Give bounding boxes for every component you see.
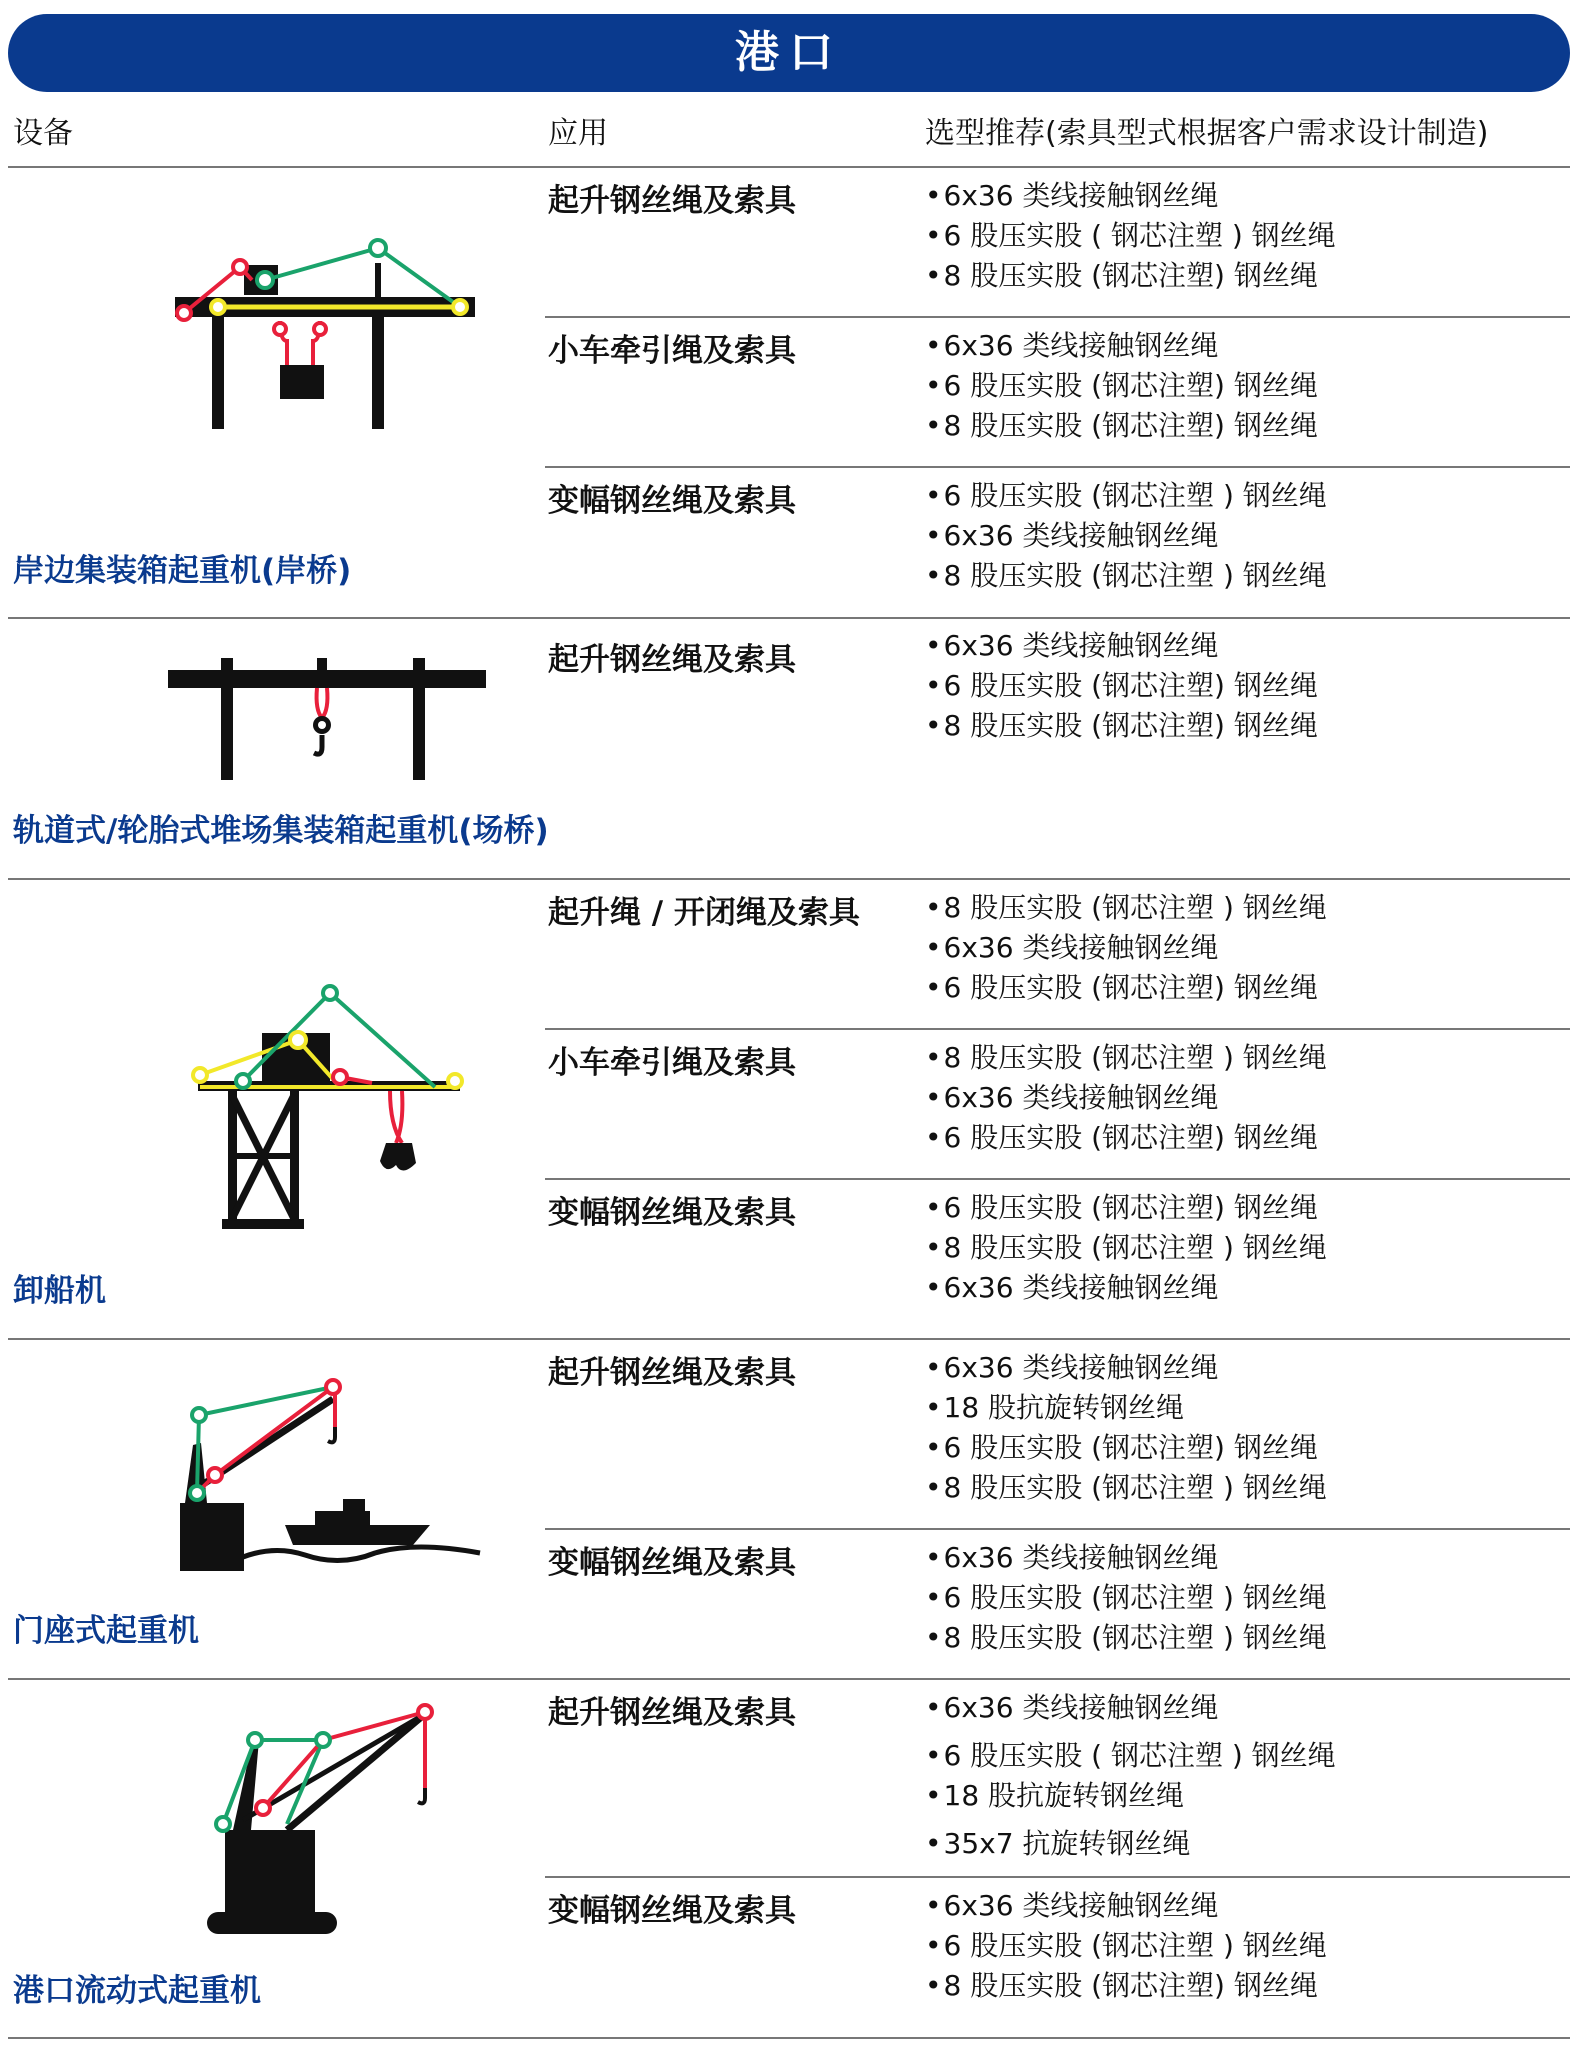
list-item: • 8 股压实股 (钢芯注塑 ) 钢丝绳 — [925, 1618, 1327, 1658]
group-divider — [545, 466, 1570, 468]
list-item: • 18 股抗旋转钢丝绳 — [925, 1776, 1336, 1816]
list-item: • 8 股压实股 (钢芯注塑) 钢丝绳 — [925, 256, 1336, 296]
list-item: • 6x36 类线接触钢丝绳 — [925, 1268, 1327, 1308]
recommendation-list — [925, 1688, 1336, 1864]
header-application: 应用 — [548, 116, 608, 151]
application-label: 小车牵引绳及索具 — [548, 1045, 796, 1081]
list-item: • 6x36 类线接触钢丝绳 — [925, 1688, 1336, 1728]
quay-crane-icon — [170, 225, 480, 435]
list-item: • 8 股压实股 (钢芯注塑 ) 钢丝绳 — [925, 1038, 1327, 1078]
list-item: • 6x36 类线接触钢丝绳 — [925, 626, 1318, 666]
recommendation-list — [925, 888, 1327, 1008]
list-item: • 6 股压实股 (钢芯注塑) 钢丝绳 — [925, 1188, 1327, 1228]
application-label: 起升钢丝绳及索具 — [548, 1355, 796, 1391]
page-title: 港口 — [8, 14, 1570, 92]
list-item: • 6 股压实股 ( 钢芯注塑 ) 钢丝绳 — [925, 216, 1336, 256]
list-item: • 6 股压实股 (钢芯注塑) 钢丝绳 — [925, 1118, 1327, 1158]
list-item: • 8 股压实股 (钢芯注塑 ) 钢丝绳 — [925, 888, 1327, 928]
mobile-harbour-crane-icon — [195, 1700, 445, 1940]
header-recommendation: 选型推荐(索具型式根据客户需求设计制造) — [925, 116, 1489, 151]
equipment-label: 港口流动式起重机 — [13, 1973, 261, 2009]
list-item: • 6x36 类线接触钢丝绳 — [925, 1348, 1327, 1388]
recommendation-list — [925, 1188, 1327, 1308]
group-divider — [545, 1876, 1570, 1878]
header-equipment: 设备 — [13, 116, 73, 151]
list-item: • 8 股压实股 (钢芯注塑) 钢丝绳 — [925, 406, 1318, 446]
application-label: 起升钢丝绳及索具 — [548, 1695, 796, 1731]
recommendation-list — [925, 1886, 1327, 2006]
list-item: • 6 股压实股 (钢芯注塑 ) 钢丝绳 — [925, 1578, 1327, 1618]
recommendation-list — [925, 476, 1327, 596]
section-divider — [8, 2037, 1570, 2039]
section-divider — [8, 1338, 1570, 1340]
list-item: • 6 股压实股 (钢芯注塑 ) 钢丝绳 — [925, 476, 1327, 516]
list-item: • 6x36 类线接触钢丝绳 — [925, 928, 1327, 968]
list-item: • 8 股压实股 (钢芯注塑 ) 钢丝绳 — [925, 1468, 1327, 1508]
section-divider — [8, 166, 1570, 168]
list-item: • 8 股压实股 (钢芯注塑 ) 钢丝绳 — [925, 1228, 1327, 1268]
application-label: 变幅钢丝绳及索具 — [548, 1893, 796, 1929]
portal-crane-icon — [175, 1375, 485, 1575]
application-label: 起升钢丝绳及索具 — [548, 642, 796, 678]
list-item: • 8 股压实股 (钢芯注塑) 钢丝绳 — [925, 1966, 1327, 2006]
list-item: • 6 股压实股 (钢芯注塑) 钢丝绳 — [925, 366, 1318, 406]
list-item: • 6 股压实股 (钢芯注塑) 钢丝绳 — [925, 1428, 1327, 1468]
list-item: • 6 股压实股 (钢芯注塑) 钢丝绳 — [925, 666, 1318, 706]
equipment-label: 卸船机 — [13, 1273, 106, 1309]
section-divider — [8, 617, 1570, 619]
recommendation-list — [925, 176, 1336, 296]
list-item: • 6x36 类线接触钢丝绳 — [925, 176, 1336, 216]
application-label: 变幅钢丝绳及索具 — [548, 483, 796, 519]
list-item: • 8 股压实股 (钢芯注塑) 钢丝绳 — [925, 706, 1318, 746]
equipment-label: 门座式起重机 — [13, 1613, 199, 1649]
application-label: 小车牵引绳及索具 — [548, 333, 796, 369]
list-item: • 6 股压实股 ( 钢芯注塑 ) 钢丝绳 — [925, 1736, 1336, 1776]
list-item: • 6x36 类线接触钢丝绳 — [925, 1078, 1327, 1118]
list-item: • 6x36 类线接触钢丝绳 — [925, 1538, 1327, 1578]
recommendation-list — [925, 326, 1318, 446]
list-item: • 6 股压实股 (钢芯注塑) 钢丝绳 — [925, 968, 1327, 1008]
application-label: 变幅钢丝绳及索具 — [548, 1545, 796, 1581]
group-divider — [545, 316, 1570, 318]
recommendation-list — [925, 1038, 1327, 1158]
list-item: • 6x36 类线接触钢丝绳 — [925, 1886, 1327, 1926]
application-label: 起升绳 / 开闭绳及索具 — [548, 895, 860, 931]
application-label: 变幅钢丝绳及索具 — [548, 1195, 796, 1231]
list-item: • 8 股压实股 (钢芯注塑 ) 钢丝绳 — [925, 556, 1327, 596]
gantry-crane-icon — [165, 655, 490, 785]
recommendation-list — [925, 1538, 1327, 1658]
list-item: • 6 股压实股 (钢芯注塑 ) 钢丝绳 — [925, 1926, 1327, 1966]
list-item: • 18 股抗旋转钢丝绳 — [925, 1388, 1327, 1428]
group-divider — [545, 1178, 1570, 1180]
application-label: 起升钢丝绳及索具 — [548, 183, 796, 219]
section-divider — [8, 1678, 1570, 1680]
group-divider — [545, 1028, 1570, 1030]
group-divider — [545, 1528, 1570, 1530]
list-item: • 35x7 抗旋转钢丝绳 — [925, 1824, 1336, 1864]
section-divider — [8, 878, 1570, 880]
recommendation-list — [925, 1348, 1327, 1508]
list-item: • 6x36 类线接触钢丝绳 — [925, 516, 1327, 556]
equipment-label: 岸边集装箱起重机(岸桥) — [13, 553, 352, 589]
recommendation-list — [925, 626, 1318, 746]
ship-unloader-icon — [190, 975, 470, 1250]
list-item: • 6x36 类线接触钢丝绳 — [925, 326, 1318, 366]
equipment-label: 轨道式/轮胎式堆场集装箱起重机(场桥) — [13, 813, 549, 849]
